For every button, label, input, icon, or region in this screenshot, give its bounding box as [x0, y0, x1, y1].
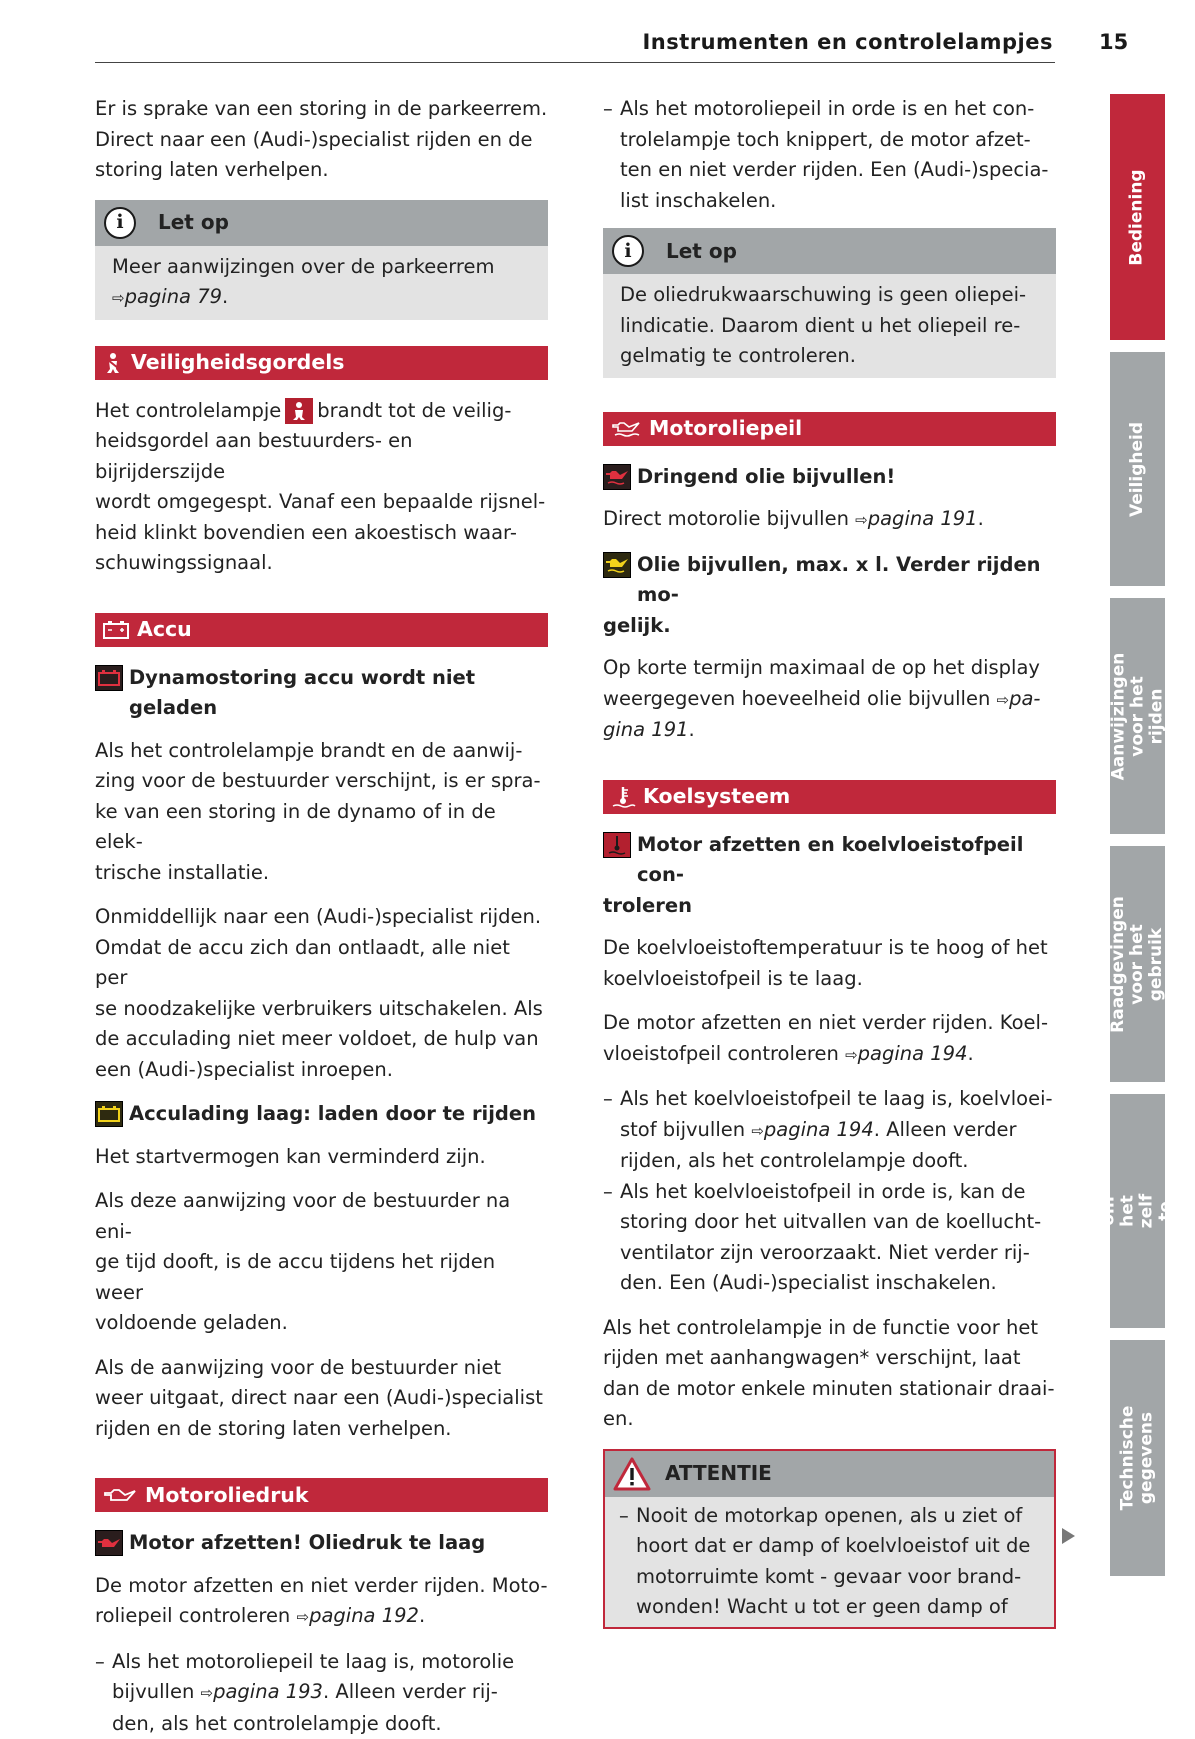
- accu-paragraph-1: Als het controlelampje brandt en de aanwij- zing voor de bestuurder verschijnt, is er spra- ke van een storing in de dynamo of in de elek- trische installatie.: [95, 736, 548, 889]
- arrow-right-icon: ⇨: [855, 511, 868, 529]
- subheading-koelvloeistof: Motor afzetten en koelvloeistofpeil con- troleren: [603, 830, 1056, 922]
- note-parkeerrem: [95, 200, 548, 320]
- oil-pressure-red-lamp-icon: [95, 1530, 123, 1556]
- accu-paragraph-4: Als deze aanwijzing voor de bestuurder na eni- ge tijd dooft, is de accu tijdens het rijden weer voldoende geladen.: [95, 1186, 548, 1339]
- note-header: [603, 228, 1056, 274]
- subheading-oliedruk-laag: Motor afzetten! Oliedruk te laag: [95, 1528, 548, 1559]
- page-ref-link[interactable]: pagina 191: [868, 507, 978, 530]
- koel-paragraph-1: De koelvloeistoftemperatuur is te hoog of het koelvloeistofpeil is te laag.: [603, 933, 1056, 994]
- warning-body: [605, 1497, 1054, 1627]
- arrow-right-icon: ⇨: [297, 1608, 310, 1626]
- page-ref-link[interactable]: pagina 194: [858, 1042, 968, 1065]
- battery-red-lamp-icon: [95, 665, 123, 691]
- koel-paragraph-3: Als het controlelampje in de functie voor het rijden met aanhangwagen* verschijnt, laat dan de motor enkele minuten stationair draai- en.: [603, 1313, 1056, 1435]
- page-ref-link[interactable]: pagina 193: [213, 1680, 323, 1703]
- page-ref-link[interactable]: pagina 194: [764, 1118, 874, 1141]
- seatbelt-warning-lamp-icon: [285, 398, 313, 424]
- note-body: De oliedrukwaarschuwing is geen oliepei- lindicatie. Daarom dient u het oliepeil re- gelmatig te controleren.: [603, 274, 1056, 378]
- page-ref-link[interactable]: gina 191: [603, 718, 689, 741]
- koel-paragraph-2: De motor afzetten en niet verder rijden. Koel- vloeistofpeil controleren ⇨pagina 194.: [603, 1008, 1056, 1070]
- page-ref-link[interactable]: pagina 192: [309, 1604, 419, 1627]
- page-number: 15: [1099, 30, 1128, 54]
- subheading-dringend-olie: Dringend olie bijvullen!: [603, 462, 1056, 493]
- continue-arrow-icon: [1062, 1528, 1075, 1544]
- battery-icon: [103, 621, 129, 639]
- section-veiligheidsgordels: Veiligheidsgordels: [95, 346, 548, 380]
- tab-veiligheid[interactable]: Veiligheid: [1110, 352, 1165, 586]
- section-koelsysteem: Koelsysteem: [603, 780, 1056, 814]
- intro-paragraph: Er is sprake van een storing in de parkeerrem. Direct naar een (Audi-)specialist rijden en de storing laten verhelpen.: [95, 94, 548, 186]
- note-title: Let op: [158, 207, 229, 238]
- oilpeil-paragraph-2: Op korte termijn maximaal de op het display weergegeven hoeveelheid olie bijvullen ⇨pa- gina 191.: [603, 653, 1056, 746]
- oil-can-icon: [103, 1487, 137, 1503]
- section-accu: Accu: [95, 613, 548, 647]
- right-column: [603, 94, 1056, 1629]
- list-item: – Als het koelvloeistofpeil te laag is, koelvloei- stof bijvullen ⇨pagina 194. Alleen verder rijden, als het controlelampje dooft.: [603, 1084, 1056, 1177]
- list-item: – Nooit de motorkap openen, als u ziet of hoort dat er damp of koelvloeistof uit de motorruimte komt - gevaar voor brand- wonden! Wacht u tot er geen damp of: [619, 1501, 1040, 1623]
- list-item: – Als het motoroliepeil in orde is en het con- trolelampje toch knippert, de motor afzet- ten en niet verder rijden. Een (Audi-)specia- list inschakelen.: [603, 94, 1056, 216]
- list-item: – Als het motoroliepeil te laag is, motorolie bijvullen ⇨pagina 193. Alleen verder rij- den, als het controlelampje dooft.: [95, 1647, 548, 1739]
- list-item: – Als het koelvloeistofpeil in orde is, kan de storing door het uitvallen van de koellucht- ventilator zijn veroorzaakt. Niet verder rij- den. Een (Audi-)specialist inschakelen.: [603, 1177, 1056, 1299]
- info-icon: i: [612, 235, 644, 267]
- coolant-red-lamp-icon: [603, 832, 631, 858]
- warning-triangle-icon: [613, 1457, 651, 1491]
- arrow-right-icon: ⇨: [751, 1122, 764, 1140]
- info-icon: i: [104, 207, 136, 239]
- page-ref-link[interactable]: pagina 79: [125, 285, 222, 308]
- note-header: [95, 200, 548, 246]
- tab-bediening[interactable]: Bediening: [1110, 94, 1165, 340]
- seatbelt-icon: [103, 352, 123, 374]
- arrow-right-icon: ⇨: [997, 691, 1010, 709]
- oil-level-icon: [611, 420, 641, 438]
- accu-paragraph-3: Het startvermogen kan verminderd zijn.: [95, 1142, 548, 1173]
- seatbelt-paragraph: Het controlelampje brandt tot de veilig- heidsgordel aan bestuurders- en bijrijderszijde wordt omgegespt. Vanaf een bepaalde rijsnel- heid klinkt bovendien een akoestisch waar- schuwingssignaal.: [95, 396, 548, 579]
- section-motoroliepeil: Motoroliepeil: [603, 412, 1056, 446]
- note-body: Meer aanwijzingen over de parkeerrem ⇨pagina 79.: [95, 246, 548, 320]
- warning-box: [603, 1449, 1056, 1629]
- oil-level-red-lamp-icon: [603, 464, 631, 490]
- header-rule: [95, 62, 1055, 63]
- tab-tips-om-het-zelf-te-doen[interactable]: Tips om het zelf te doen: [1110, 1094, 1165, 1328]
- tab-technische-gegevens[interactable]: Technische gegevens: [1110, 1340, 1165, 1576]
- section-motoroliedruk: Motoroliedruk: [95, 1478, 548, 1512]
- arrow-right-icon: ⇨: [845, 1046, 858, 1064]
- arrow-right-icon: ⇨: [201, 1684, 214, 1702]
- running-header-title: Instrumenten en controlelampjes: [642, 30, 1053, 54]
- note-oliedruk: [603, 228, 1056, 378]
- oildruk-paragraph: De motor afzetten en niet verder rijden. Moto- roliepeil controleren ⇨pagina 192.: [95, 1571, 548, 1633]
- oil-level-yellow-lamp-icon: [603, 552, 631, 578]
- left-column: [95, 94, 548, 1739]
- note-title: Let op: [666, 236, 737, 267]
- warning-header: ATTENTIE: [605, 1451, 1054, 1497]
- tab-aanwijzingen-voor-het-rijden[interactable]: Aanwijzingen voor het rijden: [1110, 598, 1165, 834]
- oilpeil-paragraph-1: Direct motorolie bijvullen ⇨pagina 191.: [603, 504, 1056, 536]
- accu-paragraph-2: Onmiddellijk naar een (Audi-)specialist rijden. Omdat de accu zich dan ontlaadt, alle niet per se noodzakelijke verbruikers uitschakelen. Als de acculading niet meer voldoet, de hulp van een (Audi-)specialist inroepen.: [95, 902, 548, 1085]
- subheading-dynamostoring: Dynamostoring accu wordt niet geladen: [95, 663, 548, 724]
- arrow-right-icon: ⇨: [112, 289, 125, 307]
- accu-paragraph-5: Als de aanwijzing voor de bestuurder niet weer uitgaat, direct naar een (Audi-)specialist rijden en de storing laten verhelpen.: [95, 1353, 548, 1445]
- coolant-temperature-icon: [611, 786, 635, 808]
- tab-raadgevingen-voor-het-gebruik[interactable]: Raadgevingen voor het gebruik: [1110, 846, 1165, 1082]
- subheading-olie-bijvullen: Olie bijvullen, max. x l. Verder rijden mo- gelijk.: [603, 550, 1056, 642]
- battery-yellow-lamp-icon: [95, 1101, 123, 1127]
- subheading-acculading: Acculading laag: laden door te rijden: [95, 1099, 548, 1130]
- page-ref-link[interactable]: pa-: [1009, 687, 1040, 710]
